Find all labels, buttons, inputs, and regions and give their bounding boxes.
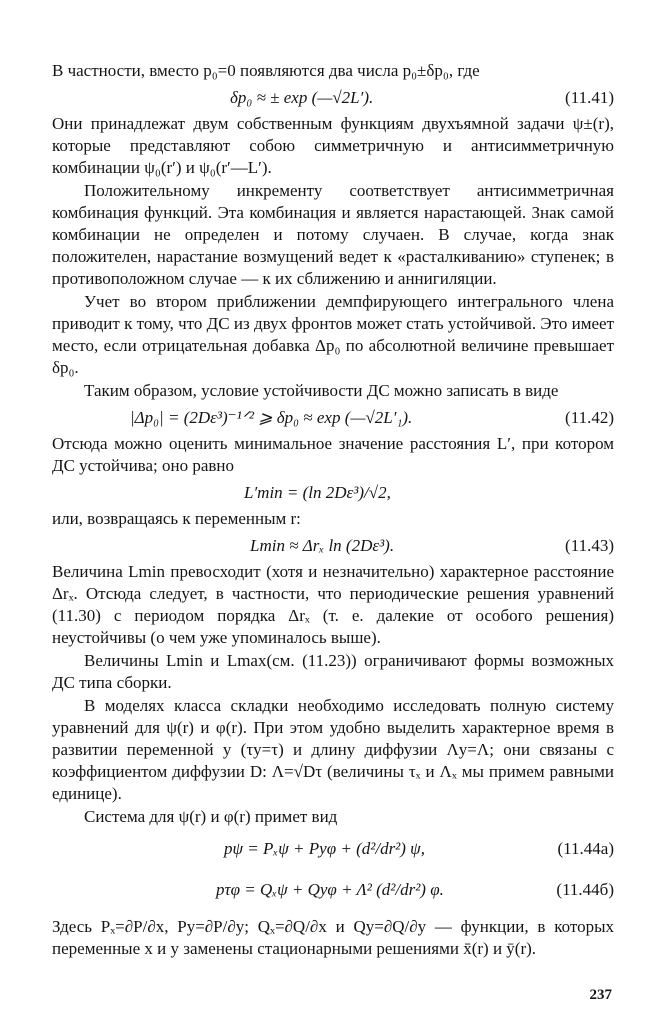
equation-lmin-prime bbox=[52, 478, 614, 507]
paragraph-12: Здесь Pₓ=∂P/∂x, Py=∂P/∂y; Qₓ=∂Q/∂x и Qy=∂Q/∂y — функции, в которых переменные x и y заменены стационарными решениями x̄(r) и ȳ(r). bbox=[52, 917, 614, 958]
paragraph-7: или, возвращаясь к переменным r: bbox=[52, 509, 301, 528]
page-content bbox=[52, 60, 614, 961]
paragraph-11: Система для ψ(r) и φ(r) примет вид bbox=[84, 807, 338, 826]
paragraph-9: Величины Lmin и Lmax(см. (11.23)) ограничивают формы возможных ДС типа сборки. bbox=[52, 651, 614, 692]
equation-formula: L′min = (ln 2Dε³)/√2, bbox=[244, 483, 391, 502]
paragraph-1: В частности, вместо p₀=0 появляются два числа p₀±δp₀, где bbox=[52, 61, 480, 80]
equation-11-42 bbox=[52, 403, 614, 432]
equation-formula: Lmin ≈ Δrₓ ln (2Dε³). bbox=[250, 536, 395, 555]
equation-11-43 bbox=[52, 531, 614, 560]
equation-number: (11.44a) bbox=[557, 839, 614, 858]
equation-11-44b bbox=[52, 870, 614, 910]
equation-number: (11.41) bbox=[565, 88, 614, 107]
equation-11-44a bbox=[52, 829, 614, 869]
paragraph-8: Величина Lmin превосходит (хотя и незначительно) характерное расстояние Δrₓ. Отсюда следует, в частности, что периодические решения уравнений (11.30) с периодом порядка Δrₓ (т. е. далекие от особого решения) неустойчивы (о чем уже упоминалось выше). bbox=[52, 562, 614, 647]
equation-number: (11.43) bbox=[565, 536, 614, 555]
equation-11-41 bbox=[52, 83, 614, 112]
paragraph-5: Таким образом, условие устойчивости ДС можно записать в виде bbox=[84, 381, 559, 400]
equation-formula: pψ = Pₓψ + Pyφ + (d²/dr²) ψ, bbox=[224, 839, 425, 858]
paragraph-2: Они принадлежат двум собственным функциям двухъямной задачи ψ±(r), которые представляют собою симметричную и антисимметричную комбинации ψ₀(r′) и ψ₀(r′—L′). bbox=[52, 114, 614, 177]
paragraph-10: В моделях класса складки необходимо исследовать полную систему уравнений для ψ(r) и φ(r). При этом удобно выделить характерное время в развитии переменной y (τy=τ) и длину диффузии Λy=Λ; они связаны с коэффициентом диффузии D: Λ=√Dτ (величины τₓ и Λₓ мы примем равными единице). bbox=[52, 696, 614, 803]
page-number: 237 bbox=[589, 987, 612, 1003]
equation-formula: pτφ = Qₓψ + Qyφ + Λ² (d²/dr²) φ. bbox=[216, 880, 444, 899]
equation-number: (11.42) bbox=[565, 408, 614, 427]
equation-formula: δp₀ ≈ ± exp (—√2L′). bbox=[230, 88, 374, 107]
equation-number: (11.44б) bbox=[556, 880, 614, 899]
paragraph-4: Учет во втором приближении демпфирующего интегрального члена приводит к тому, что ДС из двух фронтов может стать устойчивой. Это имеет место, если отрицательная добавка Δp₀ по абсолютной величине превышает δp₀. bbox=[52, 292, 614, 377]
paragraph-3: Положительному инкременту соответствует антисимметричная комбинация функций. Эта комбинация и является нарастающей. Знак самой комбинации не определен и потому случаен. В случае, когда знак положителен, нарастание возмущений ведет к «расталкиванию» ступенек; в противоположном случае — к их сближению и аннигиляции. bbox=[52, 181, 614, 288]
equation-formula: |Δp₀| = (2Dε³)⁻¹ᐟ² ⩾ δp₀ ≈ exp (—√2L′₁). bbox=[130, 408, 413, 427]
paragraph-6: Отсюда можно оценить минимальное значение расстояния L′, при котором ДС устойчива; оно равно bbox=[52, 434, 614, 475]
